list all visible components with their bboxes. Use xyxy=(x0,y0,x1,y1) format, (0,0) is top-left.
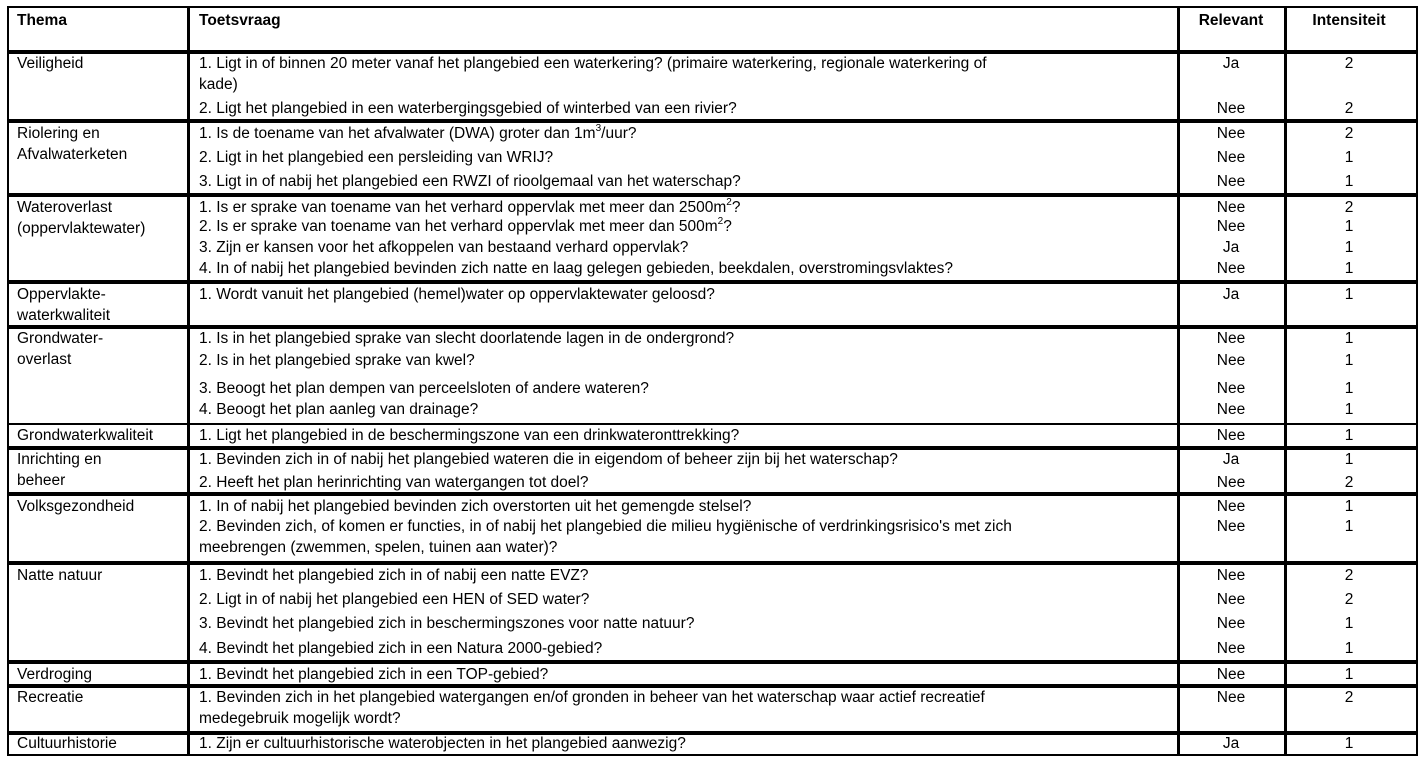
header-intensiteit: Intensiteit xyxy=(1312,12,1386,29)
thema-label: Afvalwaterketen xyxy=(17,146,128,163)
toetsvraag-text: 1. Ligt in of binnen 20 meter vanaf het plangebied een waterkering? (primaire waterkering, regionale waterkering of xyxy=(199,55,987,72)
toetsvraag-text: 1. Ligt het plangebied in de beschermingszone van een drinkwateronttrekking? xyxy=(199,427,740,444)
relevant-value: Ja xyxy=(1222,55,1240,72)
toetsvraag-text: 1. Bevindt het plangebied zich in een TOP-gebied? xyxy=(199,666,549,683)
thema-label: Volksgezondheid xyxy=(17,498,135,515)
toetsvraag-text: 2. Ligt in of nabij het plangebied een HEN of SED water? xyxy=(199,591,590,608)
intensiteit-value: 1 xyxy=(1344,427,1354,444)
header-thema: Thema xyxy=(17,12,67,29)
intensiteit-value: 2 xyxy=(1344,100,1354,117)
intensiteit-value: 1 xyxy=(1344,640,1354,657)
relevant-value: Nee xyxy=(1216,498,1246,515)
relevant-value: Nee xyxy=(1216,173,1246,190)
relevant-value: Nee xyxy=(1216,330,1246,347)
toetsvraag-text: 2. Ligt het plangebied in een waterbergingsgebied of winterbed van een rivier? xyxy=(199,100,737,117)
thema-label: waterkwaliteit xyxy=(17,307,111,324)
toetstabel xyxy=(7,6,1418,756)
intensiteit-value: 1 xyxy=(1344,149,1354,166)
relevant-value: Nee xyxy=(1216,380,1246,397)
relevant-value: Nee xyxy=(1216,474,1246,491)
toetsvraag-text: 3. Zijn er kansen voor het afkoppelen van bestaand verhard oppervlak? xyxy=(199,239,689,256)
intensiteit-value: 2 xyxy=(1344,689,1354,706)
unit-superscript: 3 xyxy=(595,122,602,134)
intensiteit-value: 2 xyxy=(1344,591,1354,608)
toetsvraag-text xyxy=(199,216,732,237)
thema-label: Riolering en xyxy=(17,125,100,142)
toetsvraag-text: 1. Bevinden zich in of nabij het plangebied wateren die in eigendom of beheer zijn bij het waterschap? xyxy=(199,451,898,468)
toetsvraag-text: 3. Bevindt het plangebied zich in beschermingszones voor natte natuur? xyxy=(199,615,695,632)
intensiteit-value: 1 xyxy=(1344,615,1354,632)
relevant-value: Ja xyxy=(1222,286,1240,303)
relevant-value: Nee xyxy=(1216,125,1246,142)
toetsvraag-text xyxy=(199,123,637,144)
relevant-value: Ja xyxy=(1222,735,1240,752)
intensiteit-value: 1 xyxy=(1344,260,1354,277)
toetsvraag-text: 2. Ligt in het plangebied een persleiding van WRIJ? xyxy=(199,149,554,166)
intensiteit-value: 2 xyxy=(1344,199,1354,216)
toetsvraag-text: 4. Beoogt het plan aanleg van drainage? xyxy=(199,401,479,418)
intensiteit-value: 1 xyxy=(1344,735,1354,752)
relevant-value: Ja xyxy=(1222,451,1240,468)
intensiteit-value: 2 xyxy=(1344,567,1354,584)
toetsvraag-text: 1. Wordt vanuit het plangebied (hemel)water op oppervlaktewater geloosd? xyxy=(199,286,715,303)
unit-superscript: 2 xyxy=(717,215,724,227)
thema-label: Cultuurhistorie xyxy=(17,735,117,752)
intensiteit-value: 1 xyxy=(1344,498,1354,515)
toetsvraag-text: 3. Beoogt het plan dempen van perceelsloten of andere wateren? xyxy=(199,380,649,397)
relevant-value: Nee xyxy=(1216,401,1246,418)
toetsvraag-text: 3. Ligt in of nabij het plangebied een RWZI of rioolgemaal van het waterschap? xyxy=(199,173,741,190)
relevant-value: Nee xyxy=(1216,567,1246,584)
intensiteit-value: 1 xyxy=(1344,239,1354,256)
intensiteit-value: 2 xyxy=(1344,125,1354,142)
thema-label: Veiligheid xyxy=(17,55,84,72)
relevant-value: Nee xyxy=(1216,591,1246,608)
relevant-value: Nee xyxy=(1216,615,1246,632)
relevant-value: Nee xyxy=(1216,100,1246,117)
unit-superscript: 2 xyxy=(726,196,732,208)
thema-label: Verdroging xyxy=(17,666,92,683)
thema-label: Wateroverlast xyxy=(17,199,113,216)
thema-label: Grondwaterkwaliteit xyxy=(17,427,154,444)
thema-label: Recreatie xyxy=(17,689,84,706)
toetsvraag-text: 1. In of nabij het plangebied bevinden zich overstorten uit het gemengde stelsel? xyxy=(199,498,752,515)
intensiteit-value: 2 xyxy=(1344,474,1354,491)
row-border xyxy=(7,6,1418,8)
relevant-value: Nee xyxy=(1216,149,1246,166)
intensiteit-value: 1 xyxy=(1344,451,1354,468)
relevant-value: Nee xyxy=(1216,352,1246,369)
toetsvraag-text: 1. Bevindt het plangebied zich in of nabij een natte EVZ? xyxy=(199,567,589,584)
toetsvraag-part: ? xyxy=(723,218,732,235)
intensiteit-value: 1 xyxy=(1344,518,1354,535)
thema-label: Grondwater- xyxy=(17,330,104,347)
toetsvraag-text: kade) xyxy=(199,76,238,93)
relevant-value: Nee xyxy=(1216,199,1246,216)
relevant-value: Nee xyxy=(1216,689,1246,706)
intensiteit-value: 1 xyxy=(1344,173,1354,190)
toetsvraag-text xyxy=(199,197,740,218)
header-relevant: Relevant xyxy=(1198,12,1264,29)
intensiteit-value: 1 xyxy=(1344,401,1354,418)
relevant-value: Nee xyxy=(1216,518,1246,535)
toetsvraag-text: medegebruik mogelijk wordt? xyxy=(199,710,401,727)
relevant-value: Nee xyxy=(1216,427,1246,444)
thema-label: Oppervlakte- xyxy=(17,286,106,303)
relevant-value: Nee xyxy=(1216,218,1246,235)
thema-label: Natte natuur xyxy=(17,567,103,584)
relevant-value: Nee xyxy=(1216,666,1246,683)
row-border xyxy=(7,754,1418,756)
toetsvraag-text: 2. Heeft het plan herinrichting van watergangen tot doel? xyxy=(199,474,589,491)
relevant-value: Nee xyxy=(1216,640,1246,657)
thema-label: Inrichting en xyxy=(17,451,102,468)
intensiteit-value: 1 xyxy=(1344,666,1354,683)
toetsvraag-text: 1. Is in het plangebied sprake van slecht doorlatende lagen in de ondergrond? xyxy=(199,330,735,347)
toetsvraag-text: meebrengen (zwemmen, spelen, tuinen aan water)? xyxy=(199,539,558,556)
toetsvraag-text: 1. Zijn er cultuurhistorische waterobjecten in het plangebied aanwezig? xyxy=(199,735,686,752)
intensiteit-value: 1 xyxy=(1344,330,1354,347)
toetsvraag-part: /uur? xyxy=(601,125,637,142)
intensiteit-value: 1 xyxy=(1344,286,1354,303)
relevant-value: Nee xyxy=(1216,260,1246,277)
relevant-value: Ja xyxy=(1222,239,1240,256)
toetsvraag-part: 2. Is er sprake van toename van het verhard oppervlak met meer dan 500m xyxy=(199,218,718,235)
toetsvraag-text: 1. Bevinden zich in het plangebied watergangen en/of gronden in beheer van het waterschap waar actief recreatief xyxy=(199,689,985,706)
thema-label: beheer xyxy=(17,472,66,489)
intensiteit-value: 1 xyxy=(1344,352,1354,369)
intensiteit-value: 1 xyxy=(1344,380,1354,397)
toetsvraag-part: 1. Is de toename van het afvalwater (DWA) groter dan 1m xyxy=(199,125,596,142)
intensiteit-value: 1 xyxy=(1344,218,1354,235)
toetsvraag-text: 2. Is in het plangebied sprake van kwel? xyxy=(199,352,475,369)
toetsvraag-text: 4. In of nabij het plangebied bevinden zich natte en laag gelegen gebieden, beekdalen, overstromingsvlaktes? xyxy=(199,260,954,277)
toetsvraag-part: ? xyxy=(731,199,741,216)
toetsvraag-part: 1. Is er sprake van toename van het verhard oppervlak met meer dan 2500m xyxy=(199,199,727,216)
thema-label: overlast xyxy=(17,351,72,368)
toetsvraag-text: 2. Bevinden zich, of komen er functies, in of nabij het plangebied die milieu hygiënische of verdrinkingsrisico's met zich xyxy=(199,518,1012,535)
thema-label: (oppervlaktewater) xyxy=(17,220,146,237)
toetsvraag-text: 4. Bevindt het plangebied zich in een Natura 2000-gebied? xyxy=(199,640,603,657)
header-toetsvraag: Toetsvraag xyxy=(199,12,281,29)
intensiteit-value: 2 xyxy=(1344,55,1354,72)
